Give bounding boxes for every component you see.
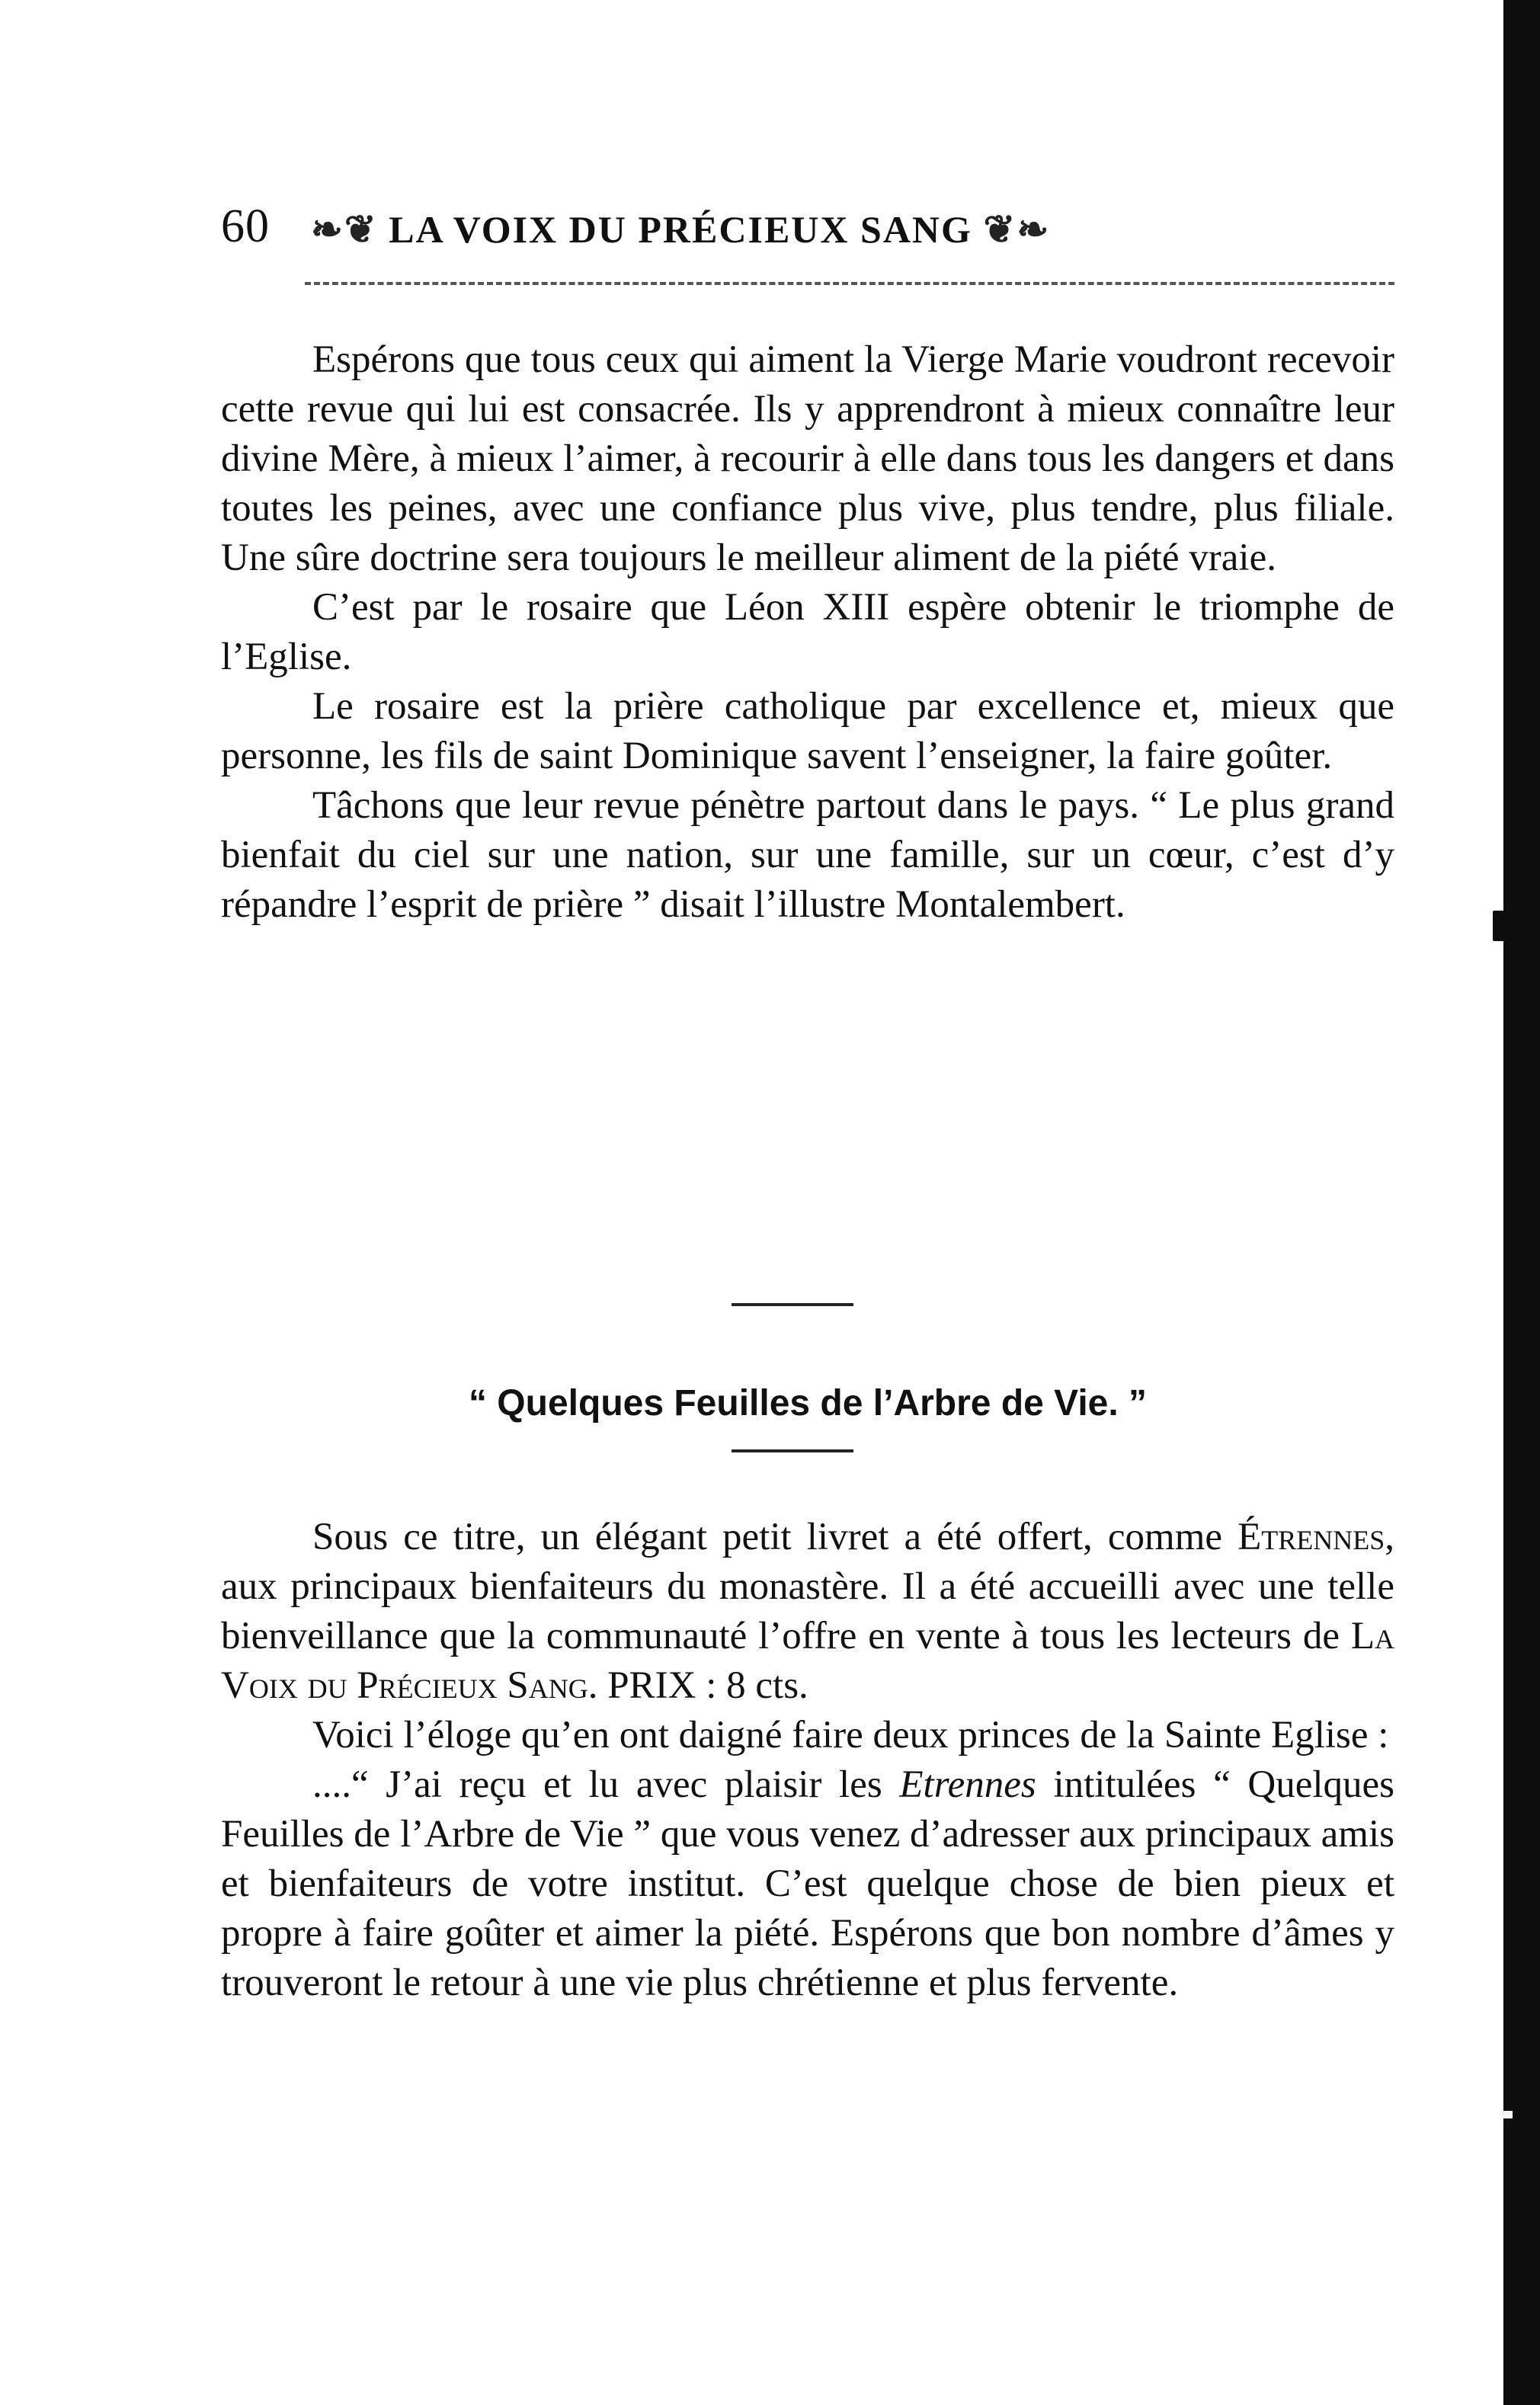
running-head (311, 207, 1393, 251)
paragraph (221, 1513, 1394, 1711)
paragraph: Espérons que tous ceux qui aiment la Vierge Marie voudront recevoir cette revue qui lui est consacrée. Ils y apprendront à mieux connaître leur divine Mère, à mieux l’aimer, à recourir à elle dans tous les dangers et dans toutes les peines, avec une confiance plus vive, plus tendre, plus filiale. Une sûre doctrine sera toujours le meilleur aliment de la piété vraie. (221, 338, 1394, 579)
text-run: , aux principaux bienfaiteurs du monastère. Il a été accueilli avec une telle bienveillance que la communauté l’offre en vente à tous les lecteurs de (221, 1516, 1395, 1657)
paragraph: Voici l’éloge qu’en ont daigné faire deux princes de la Sainte Eglise : (312, 1714, 1389, 1757)
title-underline (732, 1449, 853, 1452)
text-run: intitulées “ Quelques Feuilles de l’Arbre de Vie ” que vous venez d’adresser aux principaux amis et bienfaiteurs de votre institut. C’est quelque chose de bien pieux et propre à faire goûter et aimer la piété. Espérons que bon nombre d’âmes y trouveront le retour à une vie plus chrétienne et plus fervente. (221, 1763, 1395, 2004)
ornament-right-icon: ❦❧ (972, 208, 1051, 251)
text-run: Sous ce titre, un élégant petit livret a été offert, comme (312, 1516, 1223, 1558)
text-run: ....“ J’ai reçu et lu avec plaisir les (312, 1763, 882, 1806)
section-2-body (221, 1513, 1394, 2008)
page-number: 60 (221, 200, 270, 252)
running-title: LA VOIX DU PRÉCIEUX SANG (389, 208, 972, 251)
etrennes-small-caps: Étrennes (1237, 1516, 1385, 1558)
scan-mark (1502, 2111, 1513, 2118)
header-rule (305, 282, 1394, 285)
quoted-letter (221, 1760, 1394, 2008)
paragraph: Le rosaire est la prière catholique par excellence et, mieux que personne, les fils de saint Dominique savent l’enseigner, la faire goûter. (221, 685, 1394, 777)
scan-notch (1493, 911, 1510, 941)
section-1-body (221, 335, 1394, 930)
paragraph: Tâchons que leur revue pénètre partout dans le pays. “ Le plus grand bienfait du ciel sur une nation, sur une famille, sur un cœur, c’est d’y répandre l’esprit de prière ” disait l’illustre Montalembert. (221, 784, 1394, 926)
paragraph: C’est par le rosaire que Léon XIII espère obtenir le triomphe de l’Eglise. (221, 586, 1394, 678)
text-run: . PRIX : 8 cts. (588, 1664, 808, 1707)
italic-word: Etrennes (899, 1763, 1036, 1806)
ornament-left-icon: ❧❦ (311, 208, 389, 251)
scan-border (1503, 0, 1540, 2405)
section-separator (732, 1303, 853, 1306)
journal-name: La Voix du Précieux Sang (221, 1615, 1395, 1707)
section-title: “ Quelques Feuilles de l’Arbre de Vie. ” (468, 1383, 1148, 1423)
